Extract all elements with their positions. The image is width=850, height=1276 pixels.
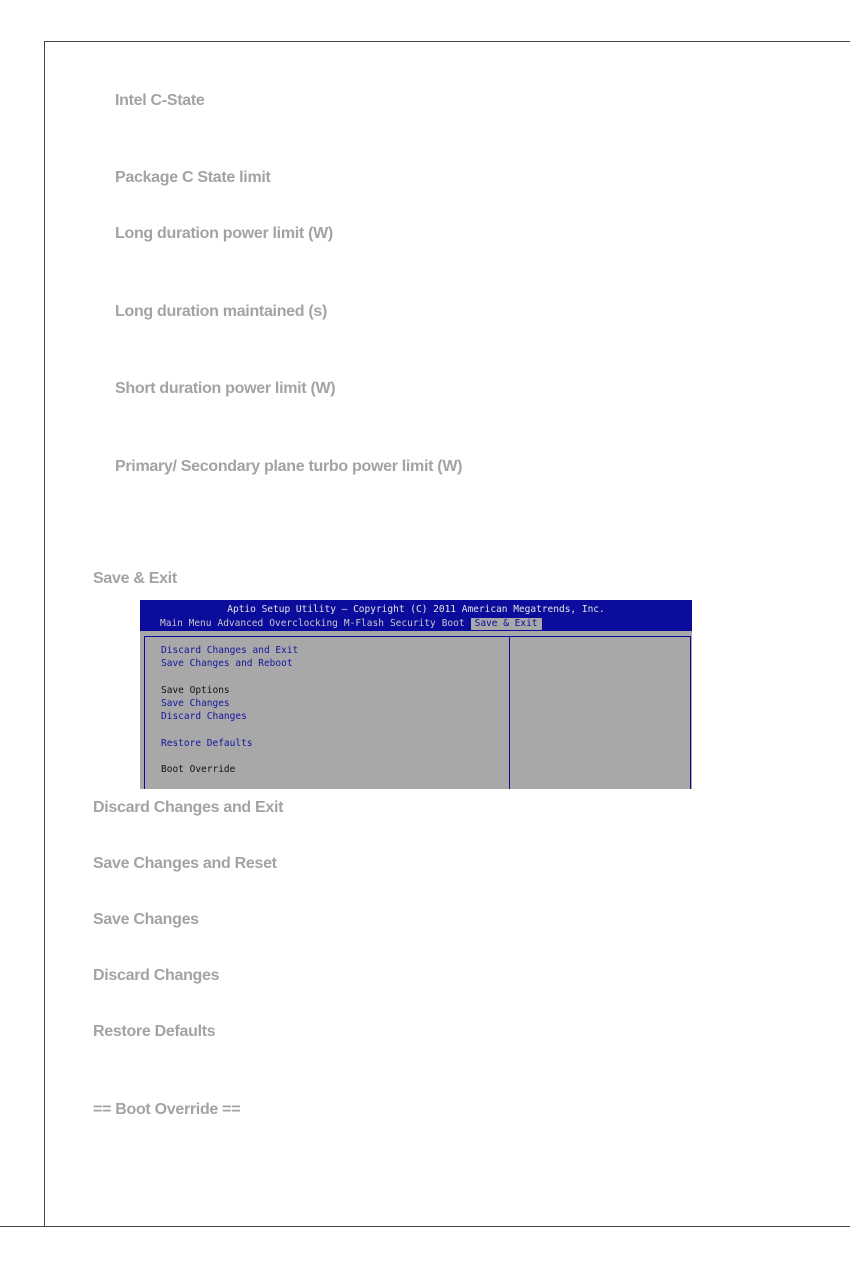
bios-item-boot-override: Boot Override	[161, 764, 236, 775]
boot-override-heading: == Boot Override ==	[93, 1101, 241, 1118]
tab-advanced[interactable]: Advanced	[217, 618, 264, 629]
plane-turbo-power-limit-heading: Primary/ Secondary plane turbo power limit (W)	[115, 458, 463, 475]
tab-m-flash[interactable]: M-Flash	[343, 618, 384, 629]
save-changes-reset-heading: Save Changes and Reset	[93, 855, 277, 872]
bios-title-text: Aptio Setup Utility – Copyright (C) 2011 American Megatrends, Inc.	[227, 604, 605, 615]
page-frame-left	[44, 41, 45, 1226]
bios-screenshot	[140, 600, 692, 789]
bios-menu-panel	[144, 636, 510, 789]
tab-overclocking[interactable]: Overclocking	[269, 618, 338, 629]
bios-item-discard-changes-exit[interactable]: Discard Changes and Exit	[161, 645, 299, 656]
bios-item-restore-defaults[interactable]: Restore Defaults	[161, 738, 253, 749]
discard-changes-exit-heading: Discard Changes and Exit	[93, 799, 284, 816]
package-c-state-limit-heading: Package C State limit	[115, 169, 271, 186]
restore-defaults-heading: Restore Defaults	[93, 1023, 216, 1040]
long-duration-power-limit-heading: Long duration power limit (W)	[115, 225, 333, 242]
bios-item-save-changes[interactable]: Save Changes	[161, 698, 230, 709]
discard-changes-heading: Discard Changes	[93, 967, 220, 984]
tab-save-exit[interactable]: Save & Exit	[471, 618, 542, 630]
save-changes-heading: Save Changes	[93, 911, 199, 928]
bios-title-bar	[140, 600, 692, 631]
tab-main-menu[interactable]: Main Menu	[160, 618, 212, 629]
tab-boot[interactable]: Boot	[441, 618, 465, 629]
bios-item-save-changes-reboot[interactable]: Save Changes and Reboot	[161, 658, 293, 669]
short-duration-power-limit-heading: Short duration power limit (W)	[115, 380, 336, 397]
bios-item-discard-changes[interactable]: Discard Changes	[161, 711, 247, 722]
page-frame-bottom	[0, 1226, 850, 1227]
tab-security[interactable]: Security	[389, 618, 436, 629]
bios-item-save-options: Save Options	[161, 685, 230, 696]
bios-tab-bar	[160, 618, 545, 630]
bios-help-panel	[508, 636, 691, 789]
page-frame-top	[44, 41, 850, 42]
long-duration-maintained-heading: Long duration maintained (s)	[115, 303, 328, 320]
save-exit-heading: Save & Exit	[93, 570, 177, 587]
intel-c-state-heading: Intel C-State	[115, 92, 205, 109]
